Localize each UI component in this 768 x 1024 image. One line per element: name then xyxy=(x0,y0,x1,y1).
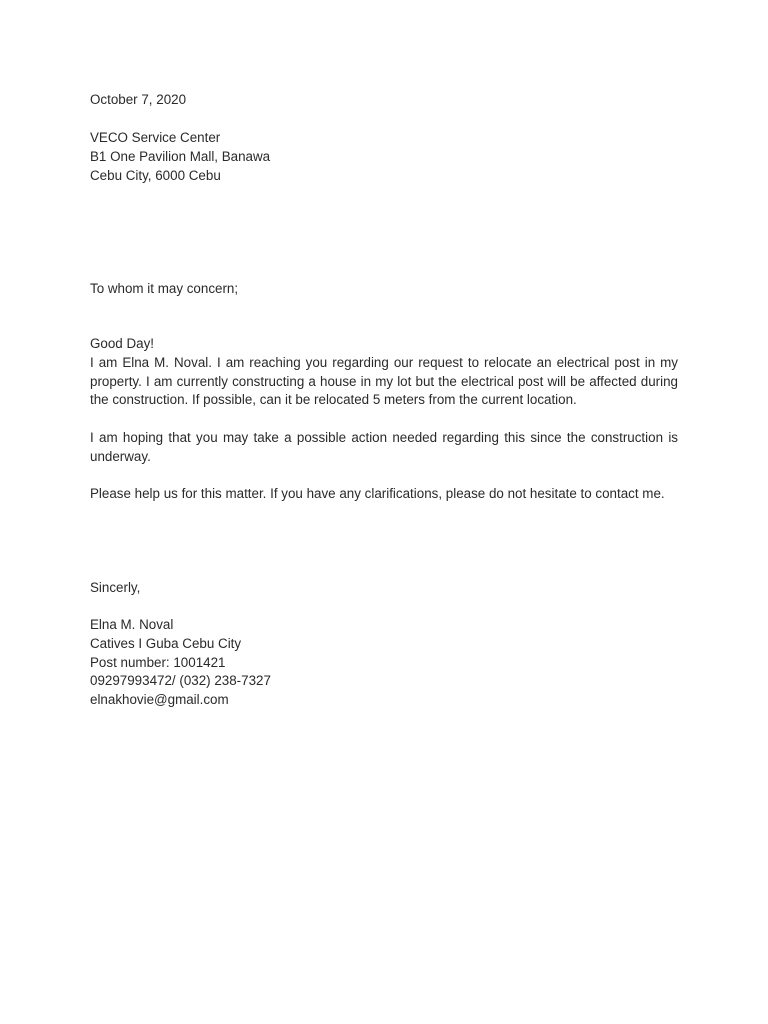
greeting: Good Day! xyxy=(90,336,155,351)
sender-name: Elna M. Noval xyxy=(90,617,174,632)
sender-phone: 09297993472/ (032) 238-7327 xyxy=(90,673,271,689)
letter-date-block xyxy=(90,91,678,110)
letter-date: October 7, 2020 xyxy=(90,92,187,107)
closing-block xyxy=(90,579,678,598)
body-paragraph: I am hoping that you may take a possible action needed regarding this since the construction is underway. xyxy=(90,429,678,464)
salutation-block xyxy=(90,280,678,299)
salutation: To whom it may concern; xyxy=(90,281,239,296)
paragraph-spacer xyxy=(90,410,678,429)
body-paragraph: I am Elna M. Noval. I am reaching you regarding our request to relocate an electrical post in my property. I am currently constructing a house in my lot but the electrical post will be affected during the construction. If possible, can it be relocated 5 meters from the current location. xyxy=(90,354,678,408)
recipient-address-block xyxy=(90,129,678,185)
closing: Sincerly, xyxy=(90,580,141,595)
recipient-address-line-1: B1 One Pavilion Mall, Banawa xyxy=(90,148,271,164)
recipient-name: VECO Service Center xyxy=(90,130,221,145)
sender-address: Catives I Guba Cebu City xyxy=(90,635,242,651)
body-paragraph: Please help us for this matter. If you have any clarifications, please do not hesitate to contact me. xyxy=(90,486,665,502)
paragraph-spacer xyxy=(90,467,678,486)
sender-email: elnakhovie@gmail.com xyxy=(90,692,229,708)
sender-signature-block xyxy=(90,616,678,710)
letter-body xyxy=(90,335,678,504)
sender-post-number: Post number: 1001421 xyxy=(90,654,226,670)
recipient-address-line-2: Cebu City, 6000 Cebu xyxy=(90,167,221,183)
